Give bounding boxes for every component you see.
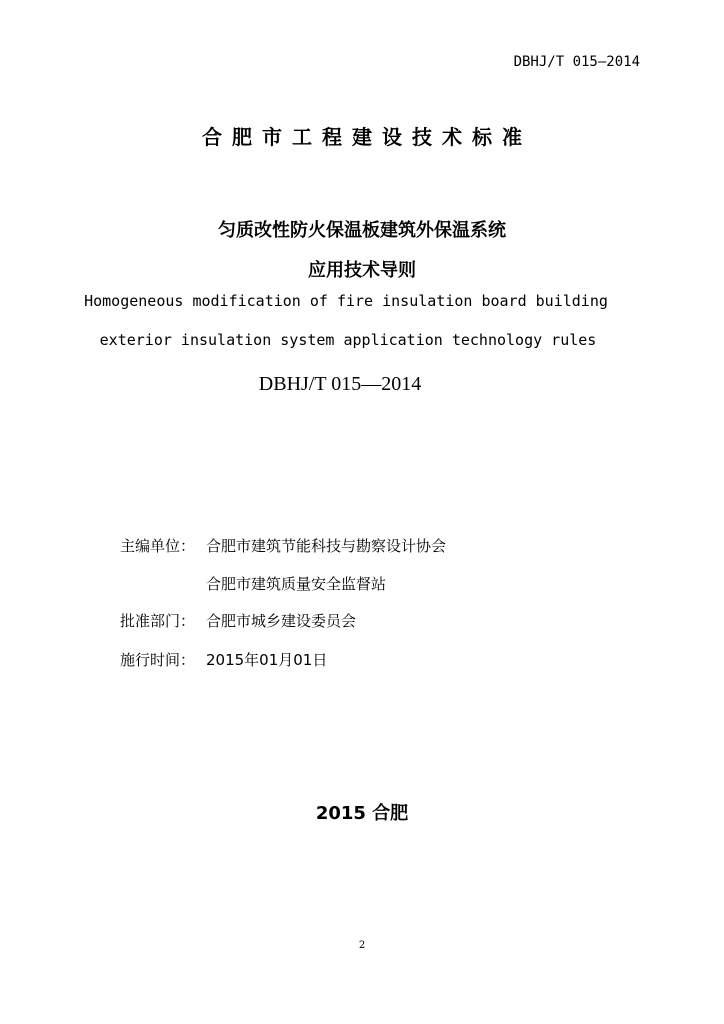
effective-date-label: 施行时间： (120, 651, 196, 669)
editor-row (120, 535, 446, 556)
approver-value: 合肥市城乡建设委员会 (206, 612, 357, 630)
approver-row (120, 610, 356, 631)
document-title-line-1: 匀质改性防火保温板建筑外保温系统 (218, 220, 506, 241)
editor-unit-1: 合肥市建筑节能科技与勘察设计协会 (206, 537, 447, 555)
standard-code: DBHJ/T 015—2014 (258, 373, 422, 395)
editor-unit-2: 合肥市建筑质量安全监督站 (206, 575, 387, 593)
approver-label: 批准部门： (120, 612, 196, 630)
standard-category-title: 合肥市工程建设技术标准 (202, 125, 532, 149)
editor-label: 主编单位： (120, 537, 196, 555)
publication-year-place: 2015 合肥 (315, 803, 409, 824)
editor-row-2 (206, 573, 386, 594)
page-number: 2 (358, 940, 366, 951)
english-title-line-1: Homogeneous modification of fire insulation board building (84, 292, 608, 310)
header-standard-code: DBHJ/T 015—2014 (513, 54, 640, 70)
effective-date-row (120, 649, 327, 670)
document-title-line-2: 应用技术导则 (308, 260, 416, 281)
english-title-line-2: exterior insulation system application technology rules (99, 331, 597, 349)
effective-date-value: 2015年01月01日 (206, 651, 328, 669)
